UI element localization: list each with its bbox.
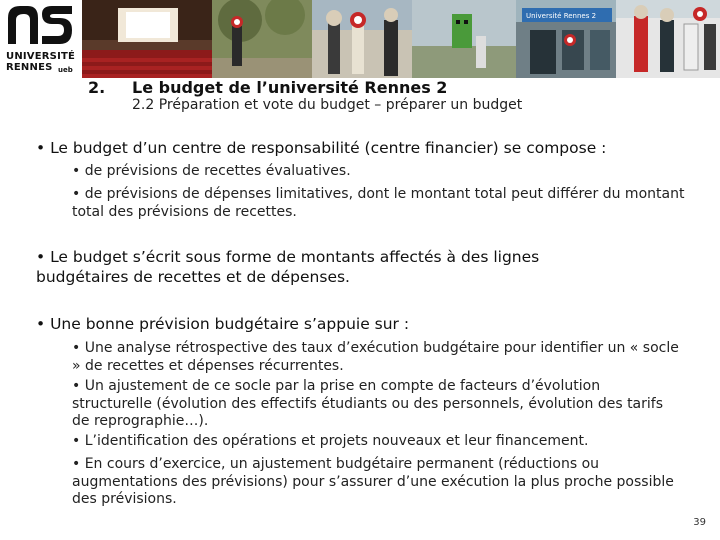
building-photo	[412, 0, 516, 78]
sub-bullet-new-projects: • L’identification des opérations et projets nouveaux et leur financement.	[72, 433, 589, 449]
sub-bullet-adjustment: • Un ajustement de ce socle par la prise en compte de facteurs d’évolution structurelle (évolution des effectifs étudiants ou des personnels, évolution des tarifs de reprographie…).	[72, 378, 664, 429]
sub-bullet-retrospective: • Une analyse rétrospective des taux d’exécution budgétaire pour identifier un « socle » de recettes et dépenses récurrentes.	[72, 340, 679, 374]
section-number: 2.	[88, 78, 106, 97]
page-subtitle: 2.2 Préparation et vote du budget – préparer un budget	[132, 97, 523, 113]
header-photo-strip	[0, 0, 720, 78]
page-title: Le budget de l’université Rennes 2	[132, 78, 448, 97]
bullet-good-forecast: • Une bonne prévision budgétaire s’appuie sur :	[36, 315, 410, 333]
logo-line1: UNIVERSITÉ	[6, 51, 76, 62]
sub-bullet-depenses: • de prévisions de dépenses limitatives, dont le montant total peut différer du montant total des prévisions de recettes.	[72, 186, 685, 220]
university-logo	[0, 0, 80, 78]
logo-mark-icon	[0, 0, 80, 52]
sub-bullet-permanent-adjustment: • En cours d’exercice, un ajustement budgétaire permanent (réductions ou augmentations des prévisions) pour s’assurer d’une exécution la plus proche possible des prévisions.	[72, 456, 674, 507]
page-number: 39	[693, 517, 706, 528]
bullet-budget-lines: • Le budget s’écrit sous forme de montants affectés à des lignes budgétaires de recettes et de dépenses.	[36, 248, 540, 286]
campus-trees-photo	[212, 0, 312, 78]
university-sign-text: Université Rennes 2	[526, 12, 597, 20]
university-sign-photo	[516, 0, 616, 78]
logo-line2: RENNES	[6, 62, 53, 73]
auditorium-photo	[82, 0, 212, 78]
bullet-budget-composition: • Le budget d’un centre de responsabilité (centre financier) se compose :	[36, 139, 607, 157]
sub-bullet-recettes: • de prévisions de recettes évaluatives.	[72, 163, 351, 179]
hall-people-photo	[616, 0, 720, 78]
logo-mark-ueb: ueb	[58, 66, 73, 74]
people-photo	[312, 0, 412, 78]
